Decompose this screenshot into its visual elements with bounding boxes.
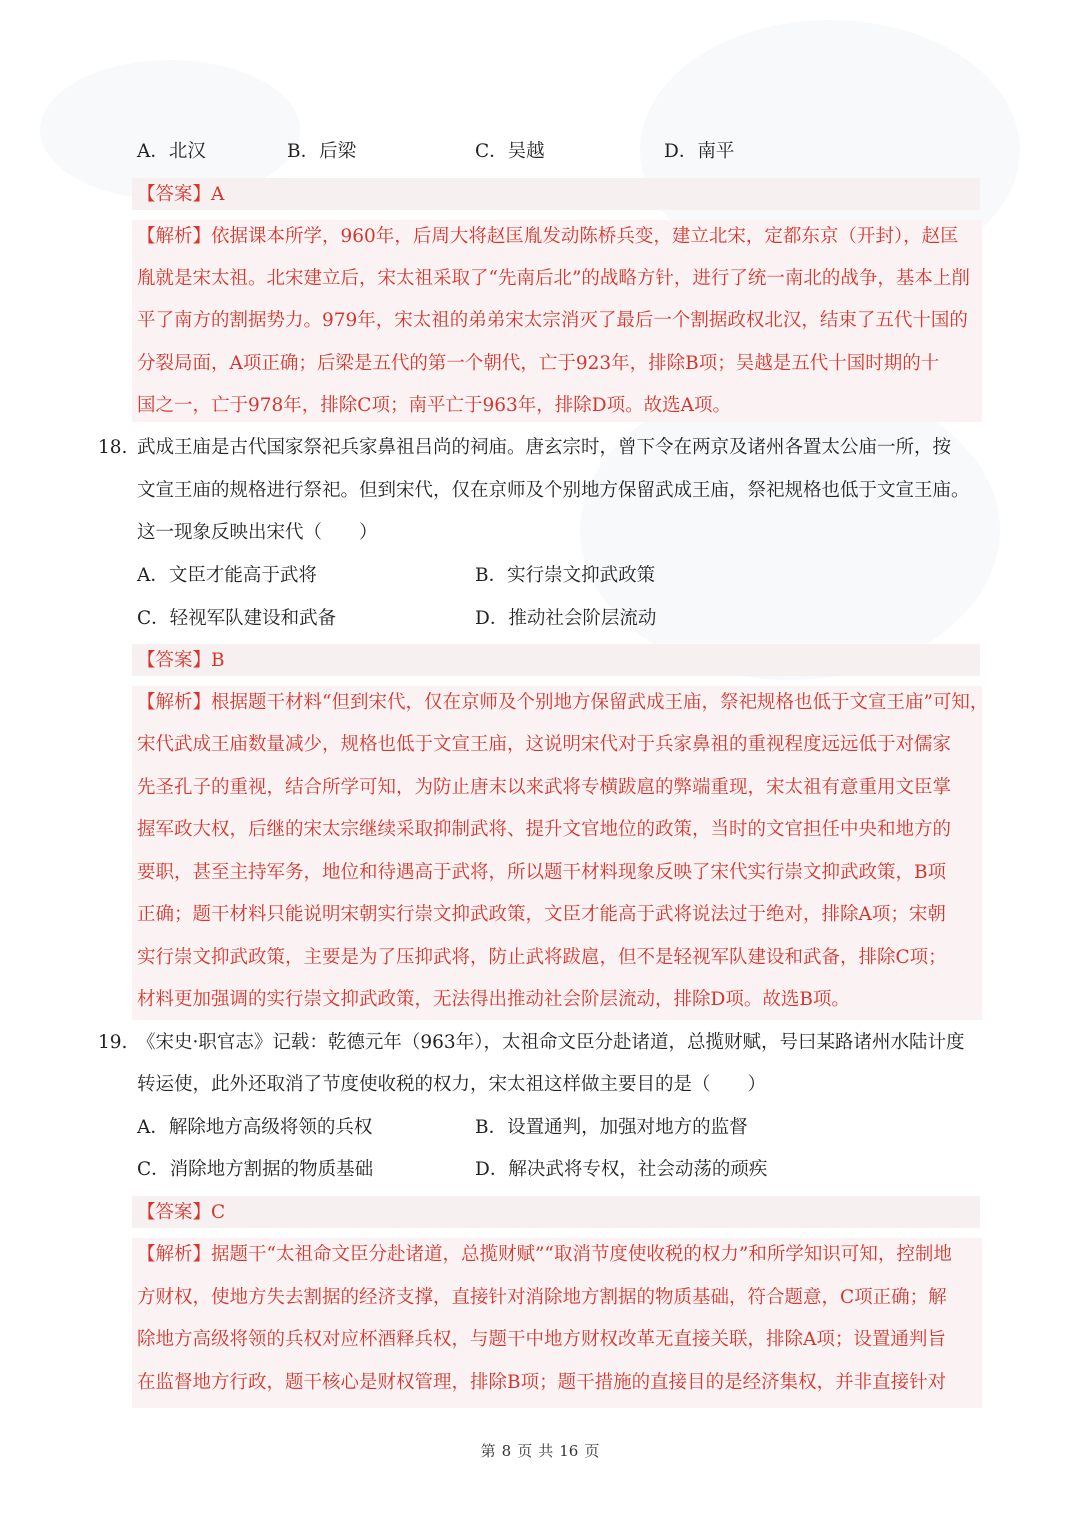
question-stem-line: 文宣王庙的规格进行祭祀。但到宋代，仅在京师及个别地方保留武成王庙，祭祀规格也低于文宣王庙。 — [137, 480, 970, 501]
option-d: D．推动社会阶层流动 — [475, 608, 657, 629]
explanation-line: 在监督地方行政，题干核心是财权管理，排除B项；题干措施的直接目的是经济集权，并非直接针对 — [137, 1372, 947, 1393]
option-b: B．设置通判，加强对地方的监督 — [475, 1117, 748, 1138]
answer-tag: 【答案】 — [137, 650, 212, 671]
explanation-line: 除地方高级将领的兵权对应杯酒释兵权，与题干中地方财权改革无直接关联，排除A项；设置通判旨 — [137, 1329, 946, 1350]
question-stem-line: 转运使，此外还取消了节度使收税的权力，宋太祖这样做主要目的是（ ） — [137, 1074, 767, 1095]
explanation-line: 国之一，亡于978年，排除C项；南平亡于963年，排除D项。故选A项。 — [137, 395, 731, 416]
question-stem-line: 这一现象反映出宋代（ ） — [137, 522, 378, 543]
answer-highlight — [132, 644, 980, 676]
explanation-line: 分裂局面，A项正确；后梁是五代的第一个朝代，亡于923年，排除B项；吴越是五代十国时期的十 — [137, 353, 940, 374]
option-c: C．消除地方割据的物质基础 — [137, 1159, 374, 1180]
option-a: A．文臣才能高于武将 — [137, 565, 317, 586]
question-number: 19. — [98, 1032, 128, 1053]
explanation-tag: 【解析】 — [137, 692, 212, 713]
explanation-line: 握军政大权，后继的宋太宗继续采取抑制武将、提升文官地位的政策，当时的文官担任中央和地方的 — [137, 819, 952, 840]
explanation-line: 正确；题干材料只能说明宋朝实行崇文抑武政策，文臣才能高于武将说法过于绝对，排除A项；宋朝 — [137, 904, 946, 925]
question-stem-line: 武成王庙是古代国家祭祀兵家鼻祖吕尚的祠庙。唐玄宗时，曾下令在两京及诸州各置太公庙一所，按 — [137, 437, 952, 458]
answer-value: C — [211, 1202, 226, 1223]
answer-value: A — [211, 184, 225, 205]
explanation-line: 【解析】依据课本所学，960年，后周大将赵匡胤发动陈桥兵变，建立北宋，定都东京（开封），赵匡 — [137, 226, 959, 247]
answer-line — [137, 646, 225, 676]
explanation-line: 【解析】据题干“太祖命文臣分赴诸道，总揽财赋”“取消节度使收税的权力”和所学知识可知，控制地 — [137, 1244, 952, 1265]
explanation-line: 【解析】根据题干材料“但到宋代，仅在京师及个别地方保留武成王庙，祭祀规格也低于文宣王庙”可知， — [137, 692, 989, 713]
question-number: 18. — [98, 437, 128, 458]
option-b: B．实行崇文抑武政策 — [475, 565, 656, 586]
explanation-line: 平了南方的割据势力。979年，宋太祖的弟弟宋太宗消灭了最后一个割据政权北汉，结束了五代十国的 — [137, 310, 968, 331]
total-pages: 16 — [559, 1442, 579, 1460]
answer-line — [137, 1198, 225, 1228]
page-footer: 第 8 页 共 16 页 — [480, 1442, 600, 1460]
current-page-number: 8 — [501, 1442, 512, 1460]
option-c: C．吴越 — [475, 141, 545, 162]
explanation-line: 方财权，使地方失去割据的经济支撑，直接针对消除地方割据的物质基础，符合题意，C项正确；解 — [137, 1287, 947, 1308]
answer-line — [137, 180, 224, 210]
explanation-line: 材料更加强调的实行崇文抑武政策，无法得出推动社会阶层流动，排除D项。故选B项。 — [137, 989, 850, 1010]
option-a: A．北汉 — [137, 141, 206, 162]
watermark — [580, 380, 1000, 680]
answer-highlight — [132, 1196, 980, 1228]
explanation-tag: 【解析】 — [137, 1244, 212, 1265]
option-c: C．轻视军队建设和武备 — [137, 608, 337, 629]
explanation-line: 先圣孔子的重视，结合所学可知，为防止唐末以来武将专横跋扈的弊端重现，宋太祖有意重用文臣掌 — [137, 777, 952, 798]
question-stem-line: 《宋史·职官志》记载：乾德元年（963年），太祖命文臣分赴诸道，总揽财赋，号曰某路诸州水陆计度 — [137, 1032, 965, 1053]
answer-tag: 【答案】 — [137, 184, 212, 205]
option-d: D．南平 — [664, 141, 735, 162]
explanation-line: 胤就是宋太祖。北宋建立后，宋太祖采取了“先南后北”的战略方针，进行了统一南北的战争，基本上削 — [137, 268, 970, 289]
option-a: A．解除地方高级将领的兵权 — [137, 1117, 373, 1138]
explanation-line: 实行崇文抑武政策，主要是为了压抑武将，防止武将跋扈，但不是轻视军队建设和武备，排除C项； — [137, 947, 947, 968]
explanation-line: 宋代武成王庙数量减少，规格也低于文宣王庙，这说明宋代对于兵家鼻祖的重视程度远远低于对儒家 — [137, 734, 952, 755]
option-d: D．解决武将专权，社会动荡的顽疾 — [475, 1159, 768, 1180]
explanation-line: 要职，甚至主持军务，地位和待遇高于武将，所以题干材料现象反映了宋代实行崇文抑武政策，B项 — [137, 862, 947, 883]
answer-highlight — [132, 178, 980, 210]
explanation-tag: 【解析】 — [137, 226, 212, 247]
answer-tag: 【答案】 — [137, 1202, 212, 1223]
option-b: B．后梁 — [287, 141, 357, 162]
answer-value: B — [211, 650, 225, 671]
